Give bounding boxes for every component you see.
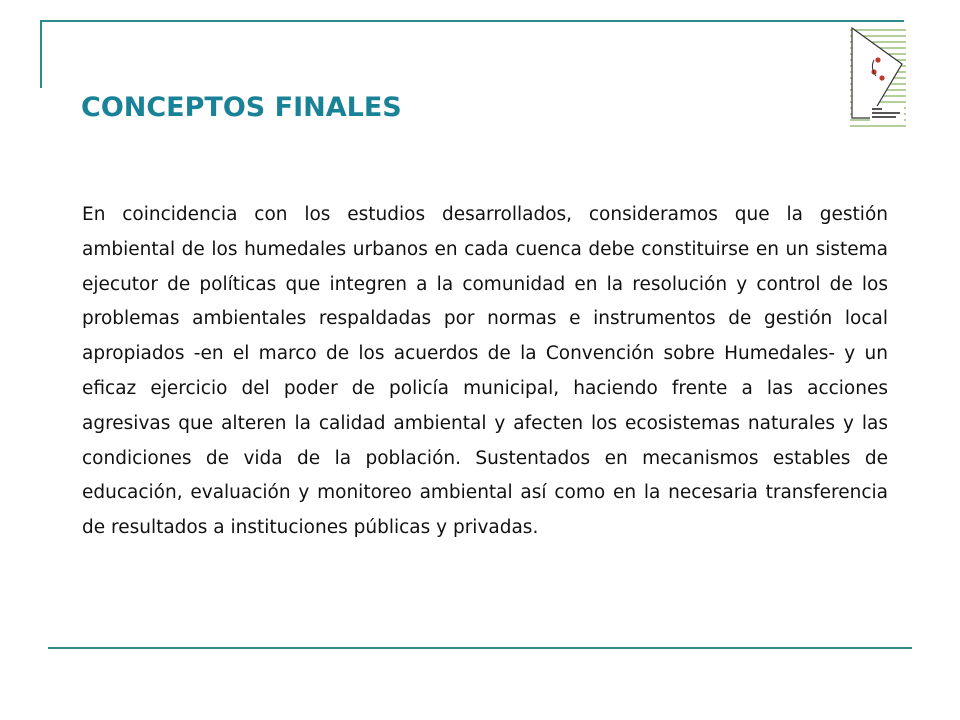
page-title: CONCEPTOS FINALES [81, 92, 402, 123]
bottom-divider-line [48, 647, 912, 649]
left-divider-line [40, 20, 42, 88]
top-divider-line [40, 20, 904, 22]
body-paragraph: En coincidencia con los estudios desarrollados, consideramos que la gestión ambiental de los humedales urbanos en cada cuenca debe constituirse en un sistema ejecutor de políticas que integren a la comunidad en la resolución y control de los problemas ambientales respaldadas por normas e instrumentos de gestión local apropiados -en el marco de los acuerdos de la Convención sobre Humedales- y un eficaz ejercicio del poder de policía municipal, haciendo frente a las acciones agresivas que alteren la calidad ambiental y afecten los ecosistemas naturales y las condiciones de vida de la población. Sustentados en mecanismos estables de educación, evaluación y monitoreo ambiental así como en la necesaria transferencia de resultados a instituciones públicas y privadas. [82, 204, 888, 539]
institution-logo-icon [850, 26, 906, 128]
